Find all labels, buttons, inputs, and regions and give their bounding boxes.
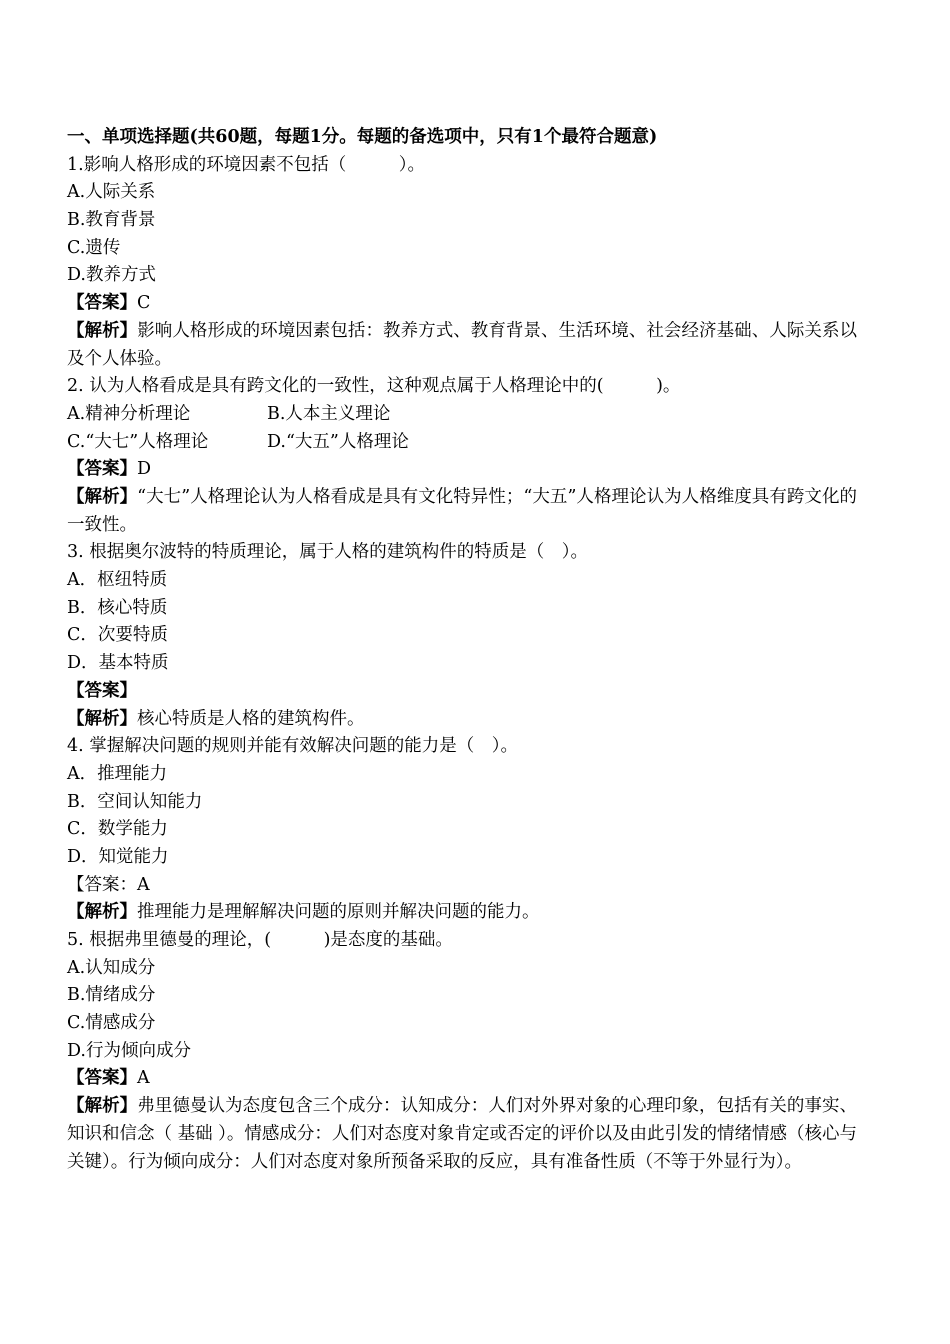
option-a: A．枢纽特质 xyxy=(67,570,168,591)
options-row-2 xyxy=(67,429,857,457)
analysis-line xyxy=(67,706,857,734)
answer-value: A xyxy=(137,874,150,895)
answer-label: 【答案： xyxy=(67,874,137,895)
analysis-line xyxy=(67,318,857,373)
answer-label: 【答案】 xyxy=(67,680,137,701)
answer-line xyxy=(67,678,857,706)
answer-value: A xyxy=(137,1068,150,1089)
option-d: D．基本特质 xyxy=(67,653,169,674)
analysis-text: “大七”人格理论认为人格看成是具有文化特异性；“大五”人格理论认为人格维度具有跨文化的一致性。 xyxy=(67,486,857,535)
options-row-1 xyxy=(67,401,857,429)
option-a: A.认知成分 xyxy=(67,957,156,978)
option-c: C．次要特质 xyxy=(67,625,168,646)
option-d: D.“大五”人格理论 xyxy=(267,431,409,452)
answer-value: C xyxy=(137,293,151,314)
option-d: D．知觉能力 xyxy=(67,846,169,867)
answer-label: 【答案】 xyxy=(67,459,137,480)
analysis-label: 【解析】 xyxy=(67,320,138,341)
question-5 xyxy=(67,927,857,1176)
option-c: C.情感成分 xyxy=(67,1013,156,1034)
analysis-line xyxy=(67,484,857,539)
analysis-text: 影响人格形成的环境因素包括：教养方式、教育背景、生活环境、社会经济基础、人际关系以及个人体验。 xyxy=(67,320,858,369)
answer-line xyxy=(67,290,857,318)
option-b: B．空间认知能力 xyxy=(67,791,203,812)
option-c: C.遗传 xyxy=(67,237,121,258)
document-page xyxy=(67,124,857,1176)
answer-value: D xyxy=(137,459,152,480)
option-a: A.精神分析理论 xyxy=(67,403,191,424)
question-2 xyxy=(67,373,857,539)
question-4 xyxy=(67,733,857,927)
option-d: D.行为倾向成分 xyxy=(67,1040,191,1061)
question-stem: 4. 掌握解决问题的规则并能有效解决问题的能力是（ ）。 xyxy=(67,736,519,757)
option-c: C.“大七”人格理论 xyxy=(67,431,209,452)
section-title: 一、单项选择题(共60题，每题1分。每题的备选项中，只有1个最符合题意) xyxy=(67,127,658,147)
question-1 xyxy=(67,152,857,374)
option-b: B.人本主义理论 xyxy=(267,403,391,424)
option-a: A.人际关系 xyxy=(67,182,156,203)
answer-label: 【答案】 xyxy=(67,1068,137,1089)
answer-line xyxy=(67,1065,857,1093)
analysis-text: 弗里德曼认为态度包含三个成分：认知成分：人们对外界对象的心理印象，包括有关的事实、知识和信念（ 基础 ）。情感成分：人们对态度对象肯定或否定的评价以及由此引发的情绪情感（核心与关键）。行为倾向成分：人们对态度对象所预备采取的反应，具有准备性质（不等于外显行为）。 xyxy=(67,1096,858,1172)
answer-line xyxy=(67,456,857,484)
option-d: D.教养方式 xyxy=(67,265,156,286)
option-a: A．推理能力 xyxy=(67,763,168,784)
analysis-text: 核心特质是人格的建筑构件。 xyxy=(137,708,365,729)
analysis-text: 推理能力是理解解决问题的原则并解决问题的能力。 xyxy=(137,902,540,923)
option-b: B.教育背景 xyxy=(67,210,156,231)
option-b: B.情绪成分 xyxy=(67,985,156,1006)
question-3 xyxy=(67,539,857,733)
analysis-label: 【解析】 xyxy=(67,486,138,507)
answer-line xyxy=(67,872,857,900)
analysis-label: 【解析】 xyxy=(67,1096,138,1117)
question-stem: 2. 认为人格看成是具有跨文化的一致性，这种观点属于人格理论中的( )。 xyxy=(67,376,681,397)
question-stem: 3. 根据奥尔波特的特质理论，属于人格的建筑构件的特质是（ ）。 xyxy=(67,542,589,563)
option-c: C．数学能力 xyxy=(67,819,168,840)
option-b: B．核心特质 xyxy=(67,597,168,618)
answer-label: 【答案】 xyxy=(67,293,137,314)
analysis-line xyxy=(67,1093,857,1176)
question-stem: 5. 根据弗里德曼的理论，( )是态度的基础。 xyxy=(67,930,453,951)
analysis-line xyxy=(67,899,857,927)
analysis-label: 【解析】 xyxy=(67,708,137,729)
analysis-label: 【解析】 xyxy=(67,902,137,923)
question-stem: 1.影响人格形成的环境因素不包括（ ）。 xyxy=(67,154,425,175)
